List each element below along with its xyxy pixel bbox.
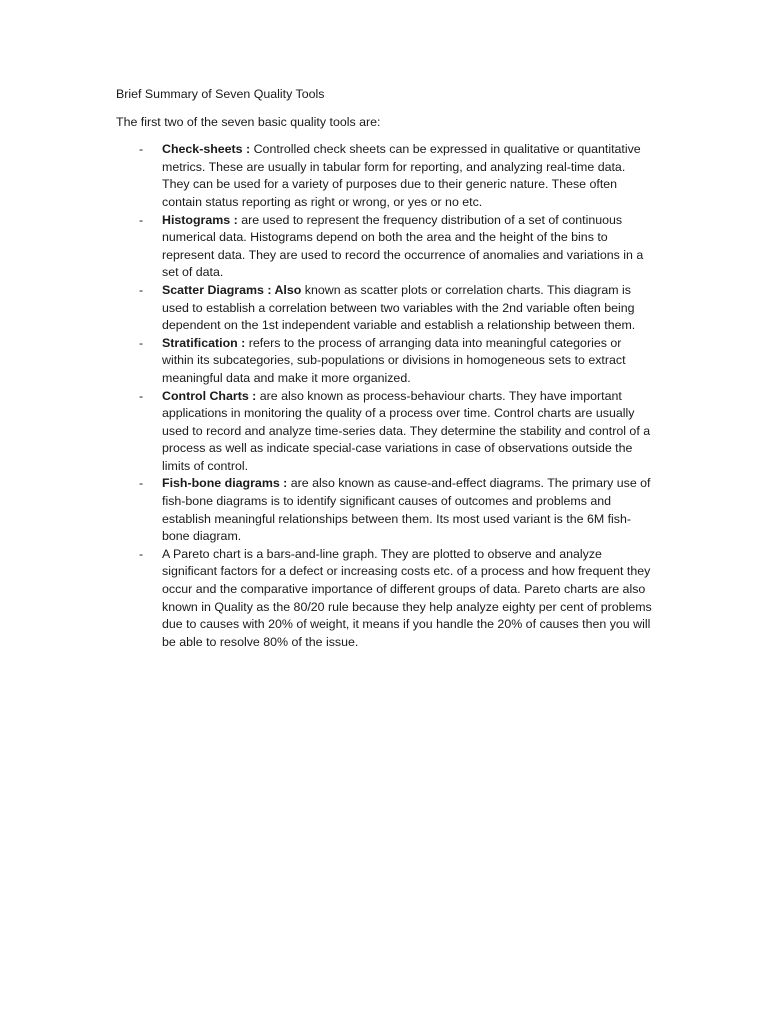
item-term: Histograms : xyxy=(162,212,238,227)
document-title: Brief Summary of Seven Quality Tools xyxy=(116,87,325,101)
list-item-stratification xyxy=(116,335,656,388)
bullet-dash: - xyxy=(139,335,144,350)
item-term: Fish-bone diagrams : xyxy=(162,476,288,491)
item-term: Control Charts : xyxy=(162,388,257,403)
list-item-fish-bone-diagrams xyxy=(116,475,656,545)
item-term: Stratification : xyxy=(162,335,246,350)
list-item-histograms xyxy=(116,212,656,282)
bullet-dash: - xyxy=(139,212,144,227)
item-description: refers to the process of arranging data into meaningful categories or within its subcategories, sub-populations or divisions in homogeneous sets to extract meaningful data and make it more organized. xyxy=(162,335,626,385)
list-item-scatter-diagrams xyxy=(116,282,656,335)
bullet-dash: - xyxy=(139,388,144,403)
bullet-dash: - xyxy=(139,476,144,491)
list-item-check-sheets xyxy=(116,141,656,211)
item-description: are used to represent the frequency distribution of a set of continuous numerical data. Histograms depend on both the area and the height of the bins to represent data. They are used to record the occurrence of anomalies and variations in a set of data. xyxy=(162,212,644,280)
bullet-dash: - xyxy=(139,142,144,157)
quality-tools-list xyxy=(116,141,656,651)
list-item-control-charts xyxy=(116,388,656,476)
item-description: known as scatter plots or correlation charts. This diagram is used to establish a correlation between two variables with the 2nd variable often being dependent on the 1st independent variable and establish a relationship between them. xyxy=(162,282,636,333)
intro-paragraph: The first two of the seven basic quality tools are: xyxy=(116,114,381,129)
item-description: are also known as cause-and-effect diagrams. The primary use of fish-bone diagrams is to identify significant causes of outcomes and problems and establish meaningful relationships between them. Its most used variant is the 6M fish-bone diagram. xyxy=(162,476,651,544)
bullet-dash: - xyxy=(139,546,144,561)
item-term: Check-sheets : xyxy=(162,142,251,157)
document-body xyxy=(116,86,656,651)
bullet-dash: - xyxy=(139,282,144,297)
item-term: Scatter Diagrams : Also xyxy=(162,282,302,297)
item-description: A Pareto chart is a bars-and-line graph. They are plotted to observe and analyze significant factors for a defect or increasing costs etc. of a process and how frequent they occur and the comparative importance of different groups of data. Pareto charts are also known in Quality as the 80/20 rule because they help analyze eighty per cent of problems due to causes with 20% of weight, it means if you handle the 20% of causes then you will be able to resolve 80% of the issue. xyxy=(162,546,652,649)
item-description: Controlled check sheets can be expressed in qualitative or quantitative metrics. These are usually in tabular form for reporting, and analyzing real-time data. They can be used for a variety of purposes due to their generic nature. These often contain status reporting as right or wrong, or yes or no etc. xyxy=(162,142,641,209)
list-item-pareto-chart xyxy=(116,546,656,652)
item-description: are also known as process-behaviour charts. They have important applications in monitoring the quality of a process over time. Control charts are usually used to record and analyze time-series data. They determine the stability and control of a process as well as indicate special-case variations in case of observations outside the limits of control. xyxy=(162,388,651,473)
